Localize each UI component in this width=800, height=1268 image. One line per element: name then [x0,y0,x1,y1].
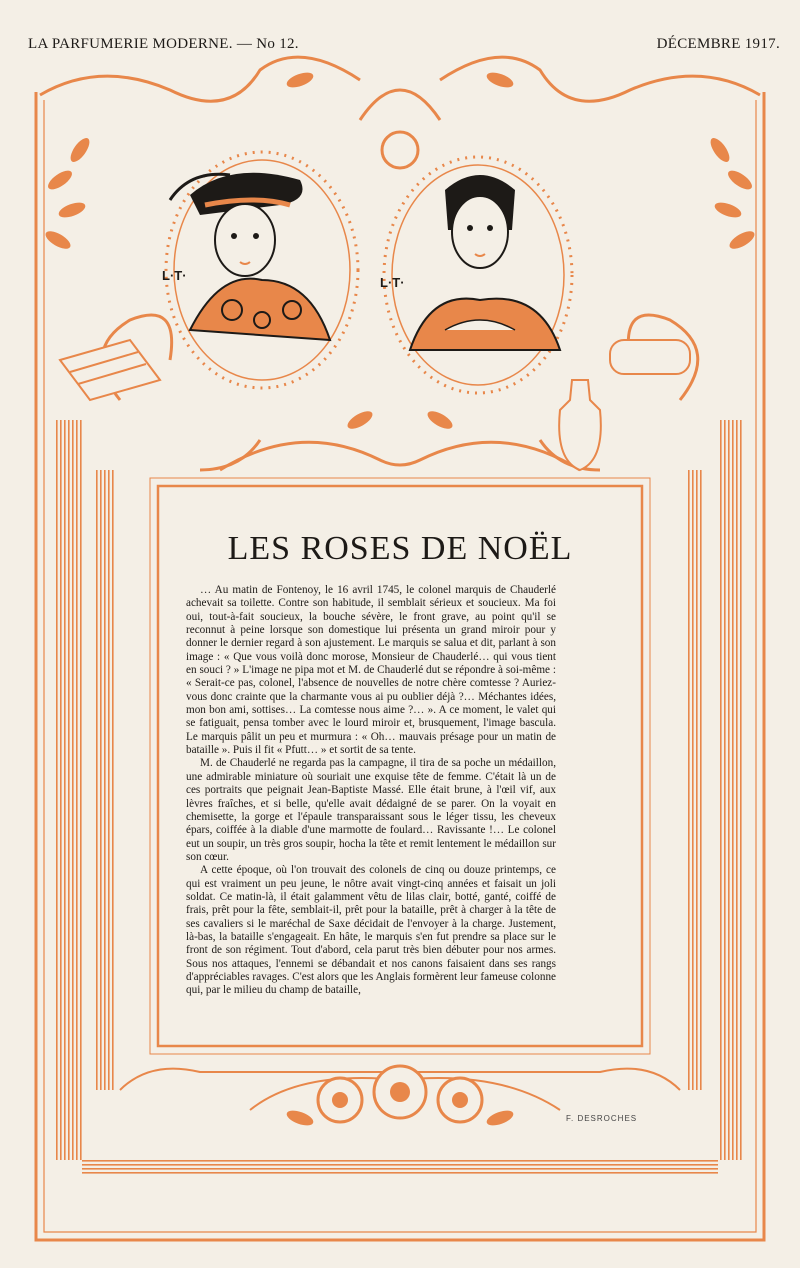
book-icon [60,340,160,400]
left-artist-initials: L·T· [162,268,187,283]
paragraph-1: … Au matin de Fontenoy, le 16 avril 1745, le colonel marquis de Chauderlé achevait sa toilette. Contre son habitude, il semblait sérieux et soucieux. Ma foi oui, tout-à-fait soucieux, la bouche sévère, le front grave, au point qu'il se reconnut à peine lorsque son domestique lui présenta un grand miroir pour y donner le dernier regard à son ajustement. Le marquis se salua et dit, parlant à son image : « Que vous voilà donc morose, Monsieur de Chauderlé… qui vous tient en souci ? » L'image ne pipa mot et M. de Chauderlé dut se répondre à soi-même : « Serait-ce pas, colonel, l'absence de nouvelles de notre chère comtesse ? Auriez-vous donc crainte que la charmante vous ai pu oublier déjà ?… Méchantes idées, mon bon ami, sottises… La comtesse nous aime ?… ». A ce moment, le valet qui se fatiguait, pensa tomber avec le lourd miroir et, brusquement, l'image bascula. Le marquis pâlit un peu et murmura : « Oh… mauvais présage pour un matin de bataille ». Puis il fit « Pfutt… » et sortit de sa tente. [186,584,556,757]
left-column-stripes [56,420,82,1160]
illustrator-signature: F. DESROCHES [566,1114,638,1123]
article-title: LES ROSES DE NOËL [227,530,573,567]
right-artist-initials: L·T· [380,275,405,290]
journal-title: LA PARFUMERIE MODERNE. — No 12. [28,36,299,52]
perfume-bottle-icon [559,340,690,470]
rose-garland-icon [250,1066,560,1128]
paragraph-2: M. de Chauderlé ne regarda pas la campagne, il tira de sa poche un médaillon, une admirable miniature où souriait une exquise tête de femme. C'était là un de ces portraits que peignait Jean-Baptiste Massé. Elle était brune, à l'œil vif, aux lèvres fraîches, et si belle, qu'elle avait dédaigné de se parer. On la voyait en chemisette, la gorge et l'épaule transparaissant sous le léger tissu, les cheveux épars, coiffée à la diable d'une marmotte de foulard… Ravissante !… Le colonel eut un soupir, un très gros soupir, hocha la tête et remit lentement le médaillon sur son cœur. [186,757,556,863]
paragraph-3: A cette époque, où l'on trouvait des colonels de cinq ou douze printemps, ce qui est vraiment un peu jeune, le nôtre avait vingt-cinq années et faisait un joli soldat. Ce matin-là, il était galamment vêtu de lilas clair, botté, ganté, coiffé de frais, prêt pour la fête, semblait-il, prêt pour la bataille, prêt à charger à la tête de ses cavaliers si le maréchal de Saxe décidait de l'envoyer à la charge. Justement, là-bas, la bataille s'engageait. En hâte, le marquis s'en fut prendre sa place sur le front de son régiment. Tout d'abord, cela parut très bien débuter pour nos armes. Sous nos attaques, l'ennemi se débandait et nos canons faisaient dans ses rangs d'appréciables ravages. C'est alors que les Anglais formèrent leur fameuse colonne qui, par le milieu du champ de bataille, [186,864,556,997]
right-column-stripes [718,420,744,1160]
issue-date: DÉCEMBRE 1917. [656,36,780,52]
article-body [186,584,556,998]
